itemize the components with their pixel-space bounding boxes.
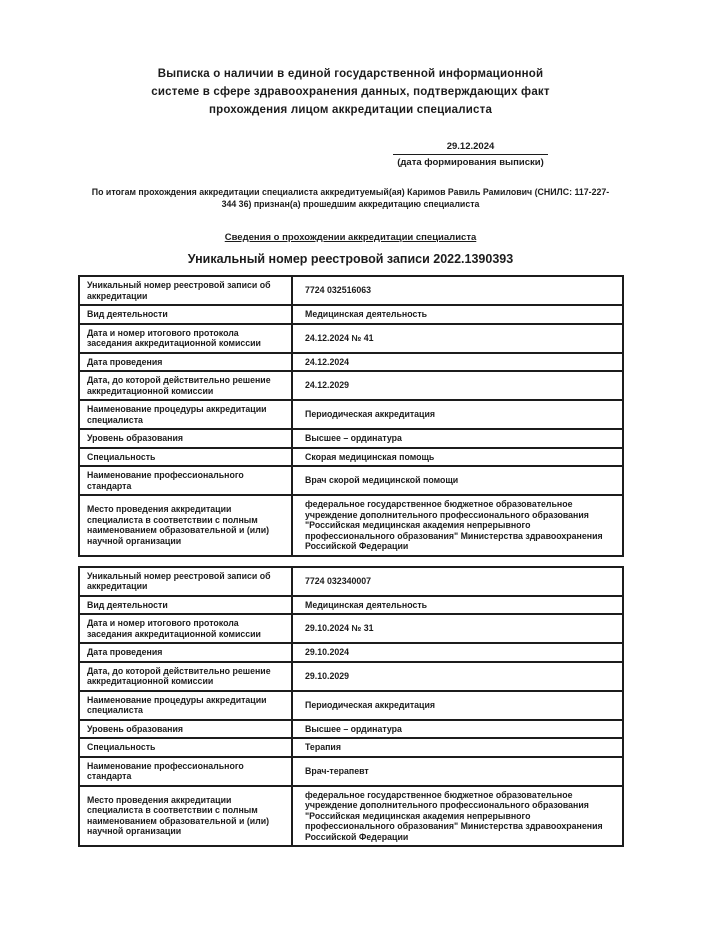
intro-paragraph-line-1: По итогам прохождения аккредитации специалиста аккредитуемый(ая) Каримов Равиль Рамилович (СНИЛС: 117-227- <box>91 187 610 197</box>
row-value: Высшее – ординатура <box>292 429 623 448</box>
row-value: Скорая медицинская помощь <box>292 448 623 467</box>
row-label: Уникальный номер реестровой записи об аккредитации <box>79 567 292 596</box>
row-value: 7724 032340007 <box>292 567 623 596</box>
table-row <box>79 400 623 429</box>
row-label: Наименование профессионального стандарта <box>79 466 292 495</box>
document-title-line-1: Выписка о наличии в единой государственной информационной <box>157 68 544 80</box>
section-heading <box>0 231 701 244</box>
table-row <box>79 757 623 786</box>
document-title-line-2: системе в сфере здравоохранения данных, подтверждающих факт <box>151 86 550 98</box>
row-value: 24.12.2024 № 41 <box>292 324 623 353</box>
row-value: 24.12.2029 <box>292 371 623 400</box>
table-row <box>79 596 623 615</box>
row-value: 7724 032516063 <box>292 276 623 305</box>
row-value: 24.12.2024 <box>292 353 623 372</box>
table-row <box>79 495 623 556</box>
row-label: Уровень образования <box>79 720 292 739</box>
intro-paragraph-line-2: 344 36) признан(а) прошедшим аккредитацию специалиста <box>221 199 480 209</box>
table-row <box>79 305 623 324</box>
issue-date-block <box>393 140 548 169</box>
table-row <box>79 466 623 495</box>
row-value: Врач-терапевт <box>292 757 623 786</box>
table-row <box>79 567 623 596</box>
document-title-line-3: прохождения лицом аккредитации специалиста <box>208 104 493 116</box>
row-label: Место проведения аккредитации специалиста в соответствии с полным наименованием образовательной и (или) научной организации <box>79 786 292 847</box>
row-label: Дата и номер итогового протокола заседания аккредитационной комиссии <box>79 324 292 353</box>
row-label: Дата и номер итогового протокола заседания аккредитационной комиссии <box>79 614 292 643</box>
table-row <box>79 643 623 662</box>
issue-date-value: 29.12.2024 <box>393 140 548 155</box>
table-row <box>79 691 623 720</box>
row-value: Терапия <box>292 738 623 757</box>
accreditation-table-2 <box>78 566 624 848</box>
row-label: Специальность <box>79 738 292 757</box>
row-label: Место проведения аккредитации специалиста в соответствии с полным наименованием образовательной и (или) научной организации <box>79 495 292 556</box>
document-page <box>0 65 701 946</box>
row-label: Уровень образования <box>79 429 292 448</box>
issue-date-caption: (дата формирования выписки) <box>397 157 544 168</box>
row-label: Наименование профессионального стандарта <box>79 757 292 786</box>
row-value: 29.10.2024 № 31 <box>292 614 623 643</box>
table-row <box>79 786 623 847</box>
row-value: Врач скорой медицинской помощи <box>292 466 623 495</box>
intro-paragraph <box>0 186 701 210</box>
table-row <box>79 448 623 467</box>
table-row <box>79 276 623 305</box>
row-label: Наименование процедуры аккредитации специалиста <box>79 691 292 720</box>
row-label: Дата, до которой действительно решение аккредитационной комиссии <box>79 371 292 400</box>
section-heading-text: Сведения о прохождении аккредитации специалиста <box>224 232 477 243</box>
row-label: Дата проведения <box>79 353 292 372</box>
row-value: федеральное государственное бюджетное образовательное учреждение дополнительного профессионального образования "Российская медицинская академия непрерывного профессионального образования" Министерства здравоохранения Российской Федерации <box>292 786 623 847</box>
row-label: Дата проведения <box>79 643 292 662</box>
row-value: Периодическая аккредитация <box>292 691 623 720</box>
row-value: федеральное государственное бюджетное образовательное учреждение дополнительного профессионального образования "Российская медицинская академия непрерывного профессионального образования" Министерства здравоохранения Российской Федерации <box>292 495 623 556</box>
row-value: Высшее – ординатура <box>292 720 623 739</box>
row-label: Наименование процедуры аккредитации специалиста <box>79 400 292 429</box>
row-label: Вид деятельности <box>79 305 292 324</box>
table-row <box>79 662 623 691</box>
table-row <box>79 324 623 353</box>
row-label: Вид деятельности <box>79 596 292 615</box>
row-value: Периодическая аккредитация <box>292 400 623 429</box>
table-row <box>79 738 623 757</box>
row-value: 29.10.2029 <box>292 662 623 691</box>
table-row <box>79 371 623 400</box>
table-row <box>79 353 623 372</box>
row-value: Медицинская деятельность <box>292 305 623 324</box>
registry-number-heading: Уникальный номер реестровой записи 2022.1390393 <box>187 252 514 266</box>
row-label: Специальность <box>79 448 292 467</box>
row-label: Дата, до которой действительно решение аккредитационной комиссии <box>79 662 292 691</box>
table-row <box>79 614 623 643</box>
row-value: 29.10.2024 <box>292 643 623 662</box>
row-value: Медицинская деятельность <box>292 596 623 615</box>
row-label: Уникальный номер реестровой записи об аккредитации <box>79 276 292 305</box>
accreditation-table-1 <box>78 275 624 557</box>
document-title <box>0 65 701 119</box>
table-row <box>79 429 623 448</box>
table-row <box>79 720 623 739</box>
